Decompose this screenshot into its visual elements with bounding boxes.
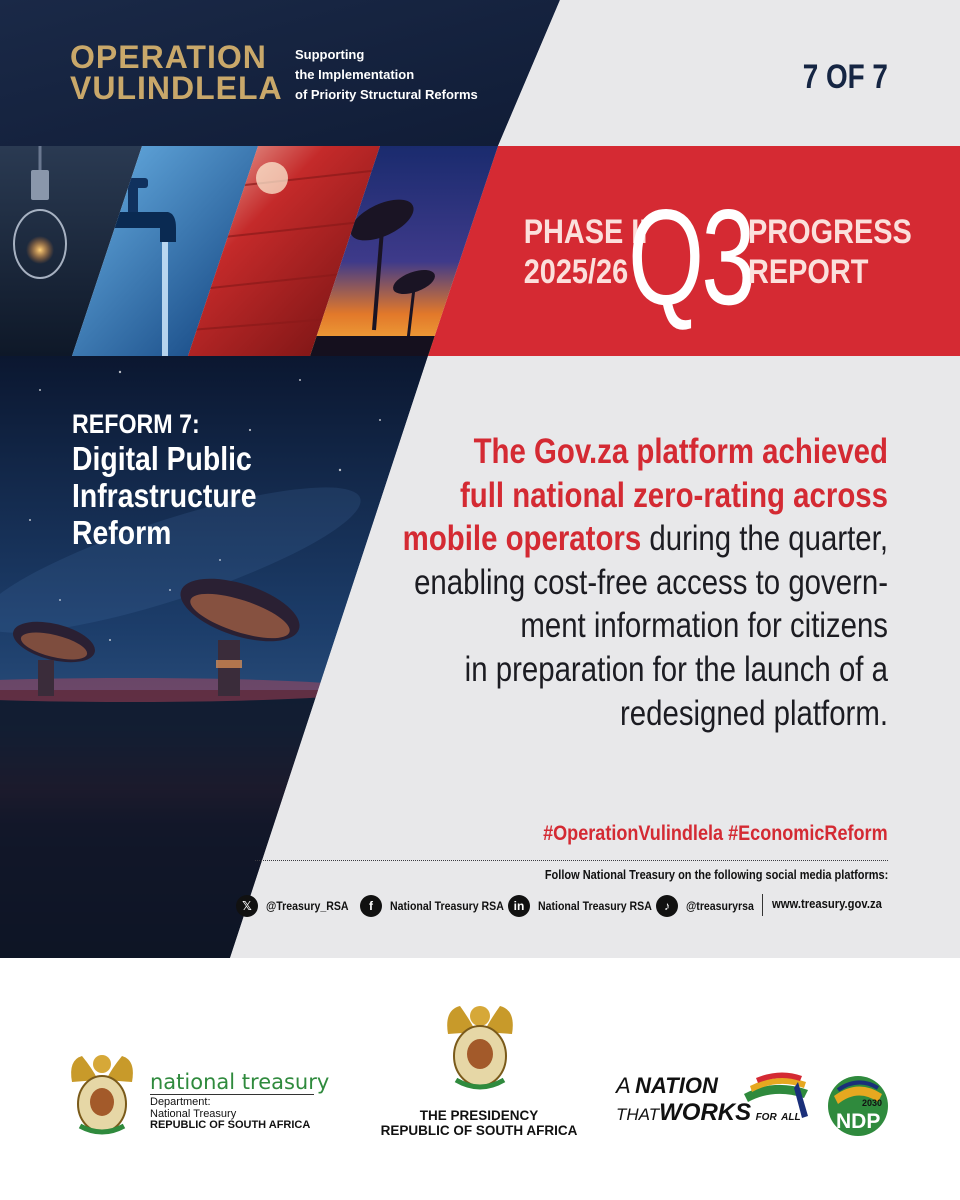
follow-text: Follow National Treasury on the following social media platforms: [544,868,888,882]
presidency-coat-of-arms-icon [447,1006,513,1087]
tiktok-icon: ♪ [656,895,678,917]
phase-text: PHASE II [523,213,648,251]
statement-line-3-rest: during the quarter, [641,519,888,559]
treasury-department [150,1097,310,1132]
statement-line-6: in preparation for the launch of a [464,649,888,689]
footer-logos [0,958,960,1200]
reform-number: REFORM 7: [72,409,200,439]
facebook-icon: f [360,895,382,917]
nation-for: FOR [755,1112,777,1123]
presidency-line-1: THE PRESIDENCY [419,1108,539,1123]
dotted-divider [255,860,888,861]
nation-all: ALL [781,1112,801,1123]
brand-title [70,39,283,106]
linkedin-icon: in [508,895,530,917]
progress-text: PROGRESS [748,213,912,251]
social-x-handle: @Treasury_RSA [266,899,349,913]
year-text: 2025/26 [523,253,629,291]
quarter-label: Q3 [628,181,753,333]
ndp-year: 2030 [862,1098,883,1108]
treasury-name: national treasury [150,1070,330,1094]
statement-line-4: enabling cost-free access to govern- [414,562,888,602]
x-icon: 𝕏 [236,895,258,917]
social-tiktok-handle: @treasuryrsa [686,899,754,913]
treasury-coat-of-arms-icon [71,1055,133,1132]
reform-title-3: Reform [72,514,172,551]
tagline-line-2: the Implementation [295,67,415,82]
ndp-text: NDP [836,1110,881,1133]
nation-that-works-logo [616,1074,801,1130]
tagline-line-3: of Priority Structural Reforms [295,87,478,102]
progress-statement [268,430,888,735]
phase-label [506,212,648,292]
ndp-logo-icon [828,1076,888,1136]
treasury-rule [150,1094,314,1095]
social-linkedin-handle: National Treasury RSA [538,899,652,913]
treasury-dept-name: National Treasury [150,1107,237,1120]
statement-line-7: redesigned platform. [619,693,888,733]
website-link[interactable]: www.treasury.gov.za [772,897,882,911]
social-x[interactable] [236,894,360,918]
treasury-dept-label: Department: [150,1096,211,1108]
social-linkedin[interactable] [508,894,667,918]
presidency-label [380,1108,578,1138]
brand-line-2: VULINDLELA [70,70,283,106]
statement-line-1: The Gov.za platform achieved [473,432,888,471]
treasury-country: REPUBLIC OF SOUTH AFRICA [150,1119,311,1131]
hashtags: #OperationVulindlela #EconomicReform [543,822,888,845]
social-separator [762,894,763,916]
statement-highlight: mobile operators [402,519,642,559]
report-text: REPORT [748,253,869,291]
reform-title-1: Digital Public [72,440,252,477]
reform-title-2: Infrastructure [72,477,257,514]
social-tiktok[interactable] [656,894,763,918]
social-facebook[interactable] [360,894,519,918]
nation-that: THAT [616,1105,660,1124]
nation-a: A [616,1073,631,1098]
presidency-line-2: REPUBLIC OF SOUTH AFRICA [380,1123,578,1138]
footer [0,958,960,1200]
brand-line-1: OPERATION [70,39,267,75]
tagline-line-1: Supporting [295,47,365,62]
reform-heading [72,408,287,551]
report-label [748,212,941,292]
statement-line-3 [367,517,888,561]
nation-word: NATION [635,1073,718,1098]
slide-counter: 7 OF 7 [802,58,888,96]
statement-line-5: ment information for citizens [520,606,888,646]
nation-works: WORKS [659,1099,752,1126]
social-facebook-handle: National Treasury RSA [390,899,504,913]
statement-line-2: full national zero-rating across [459,475,888,515]
brand-tagline [295,45,478,105]
